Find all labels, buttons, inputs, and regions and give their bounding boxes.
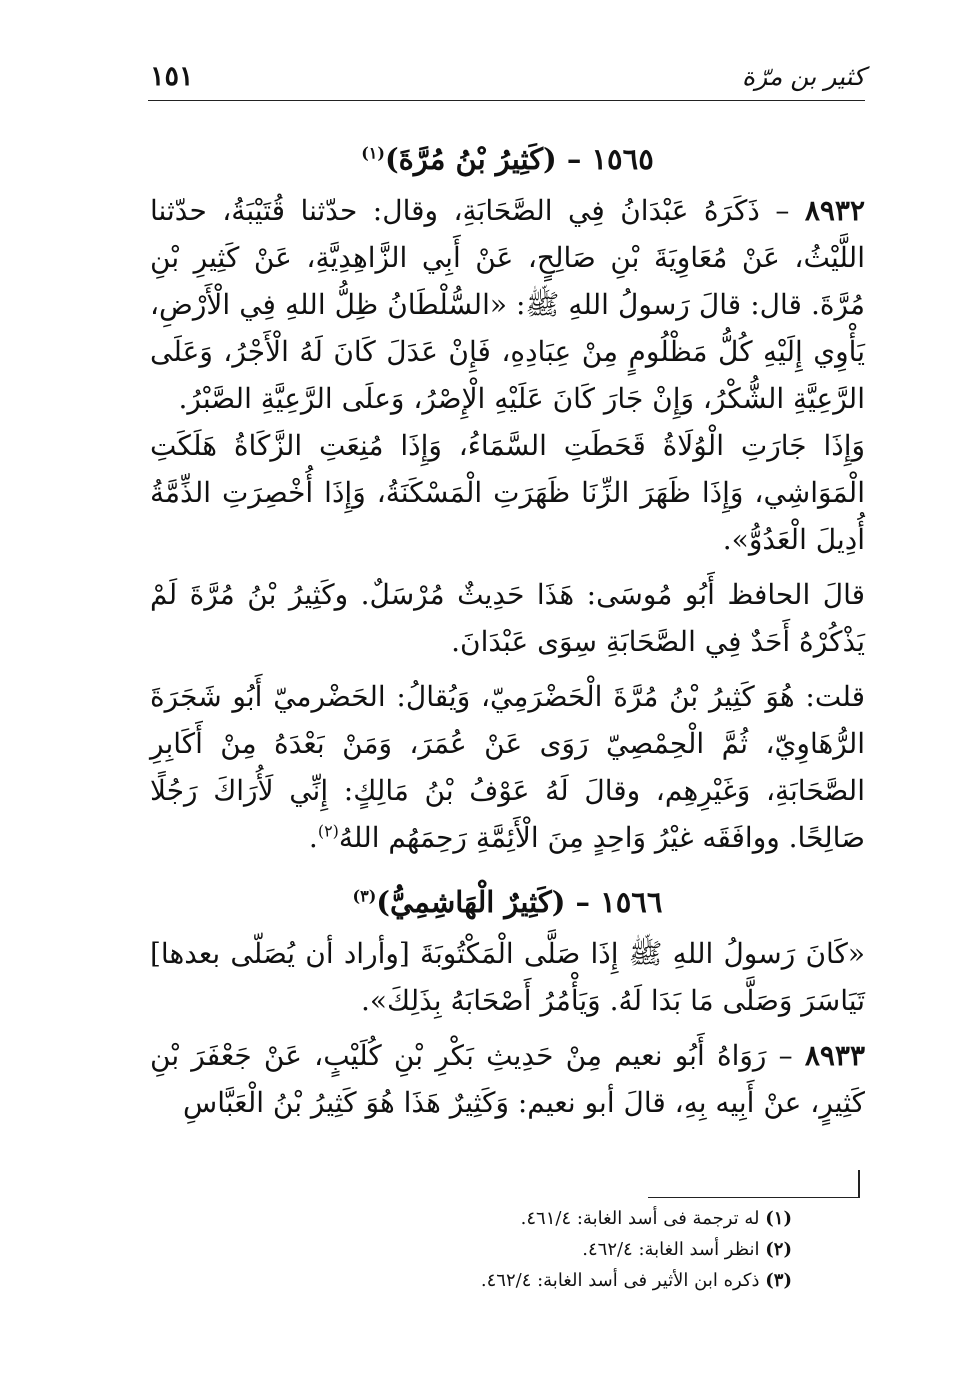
hadith-number: ٨٩٣٣ [804, 1039, 865, 1072]
paragraph-text: – رَوَاهُ أَبُو نعيم مِنْ حَدِيثِ بَكْرِ بْنِ كُلَيْبٍ، عَنْ جَعْفَرَ بْنِ كَثِيرٍ، عنْ أَبِيه بِهِ، قالَ أبو نعيم: وَكَثِيرٌ هَذَا هُوَ كَثِيرُ بْنُ الْعَبَّاسِ [150, 1039, 865, 1119]
footnote-2 [400, 1234, 792, 1265]
paragraph-text: – ذَكَرَهُ عَبْدَانُ فِي الصَّحَابَةِ، وقال: حدّثنا قُتَيْبَةُ، حدّثنا اللَّيْثُ، عَنْ مُعَاوِيَةَ بْنِ صَالِحٍ، عَنْ أَبِي الزَّاهِدِيَّةِ، عَنْ كَثِيرِ بْنِ مُرَّةَ. قال: قالَ رَسولُ اللهِ ﷺ: «السُّلْطَانُ ظِلُّ اللهِ فِي الْأَرْضِ، يَأْوِي إِلَيْهِ كُلُّ مَظْلُومٍ مِنْ عِبَادِهِ، فَإِنْ عَدَلَ كَانَ لَهُ الْأَجْرُ، وَعَلَى الرَّعِيَّةِ الشُّكْرُ، وَإِنْ جَارَ كَانَ عَلَيْهِ الْإِصْرُ، وَعلَى الرَّعِيَّةِ الصَّبْرُ. [150, 194, 865, 415]
footnote-rule-tick [858, 1170, 860, 1198]
running-title: كثير بن مرّة [742, 61, 865, 91]
page-header [150, 56, 865, 96]
paragraph-text: «كَانَ رَسولُ اللهِ ﷺ إِذَا صَلَّى الْمَكْتُوبَةَ [وأراد أن يُصَلّى بعدها] تَيَاسَرَ وَصَلَّى مَا بَدَا لَهُ. وَيَأْمُرُ أَصْحَابَهُ بِذَلِكَ». [150, 937, 865, 1017]
page-number: ١٥١ [150, 60, 194, 92]
footnote-number: (٢) [765, 1239, 792, 1260]
hadith-continuation [150, 422, 865, 563]
hadith-paragraph-8933 [150, 1032, 865, 1126]
commentary-paragraph [150, 571, 865, 665]
footnote-ref: (٢) [317, 821, 339, 841]
hadith-number: ٨٩٣٢ [804, 194, 865, 227]
footnote-number: (١) [765, 1208, 792, 1229]
note-paragraph: قلت: هُوَ كَثِيرُ بْنُ مُرَّةَ الْحَضْرَمِيّ، وَيُقالُ: الحَضْرميّ أَبُو شَجَرَةَ الرُّهَاوِيّ، ثُمَّ الْحِمْصِيّ رَوَى عَنْ عُمَرَ، وَمَنْ بَعْدَهُ مِنْ أَكَابِرِ الصَّحَابَةِ، وَغَيْرِهِم، وقالَ لَهُ عَوْفُ بْنُ مَالِكٍ: إِنِّي لَأُرَاكَ رَجُلًا صَالِحًا. ووافَقَه غيْرُ وَاحِدٍ مِنَ الْأَئِمَّةِ رَحِمَهُم اللهُ$^{(٢)}$. [150, 680, 865, 854]
footnotes [400, 1203, 792, 1296]
entry-title-1565 [150, 136, 865, 183]
page-body [150, 130, 865, 1126]
footnote-ref: (١) [361, 143, 385, 163]
entry-title-text: ١٥٦٥ – (كَثِيرُ بْنُ مُرَّةَ) [384, 142, 654, 176]
footnote-text: انظر أسد الغابة: ٤٦٢/٤. [582, 1239, 760, 1260]
paragraph-text: وَإِذَا جَارَتِ الْوُلَاةُ قَحَطَتِ السَّمَاءُ، وَإِذَا مُنِعَتِ الزَّكَاةُ هَلَكَتِ الْمَوَاشِي، وَإِذَا ظَهَرَ الزِّنَا ظَهَرَتِ الْمَسْكَنَةُ، وَإِذَا أُخْصِرَتِ الذِّمَّةُ أُدِيلَ الْعَدُوُّ». [150, 429, 865, 556]
footnote-1 [400, 1203, 792, 1234]
footnote-ref: (٣) [352, 886, 377, 906]
hadith-paragraph-8932 [150, 187, 865, 422]
footnote-text: ذكره ابن الأثير فى أسد الغابة: ٤٦٢/٤. [480, 1270, 760, 1291]
entry-title-1566 [150, 879, 865, 926]
footnote-number: (٣) [765, 1270, 792, 1291]
entry-title-text: ١٥٦٦ – (كَثِيرٌ الْهَاشِمِيُّ) [376, 885, 663, 919]
footnote-3 [400, 1265, 792, 1296]
paragraph-text: قالَ الحافظ أَبُو مُوسَى: هَذَا حَدِيثٌ مُرْسَلٌ. وكَثِيرُ بْنُ مُرَّةَ لَمْ يَذْكُرْهُ أَحَدٌ فِي الصَّحَابَةِ سِوَى عَبْدَانَ. [150, 578, 865, 658]
footnote-rule [648, 1197, 860, 1198]
hadith-text-paragraph [150, 930, 865, 1024]
paragraph-text: قلت: هُوَ كَثِيرُ بْنُ مُرَّةَ الْحَضْرَمِيّ، وَيُقالُ: الحَضْرميّ أَبُو شَجَرَةَ الرُّهَاوِيّ، ثُمَّ الْحِمْصِيّ رَوَى عَنْ عُمَرَ، وَمَنْ بَعْدَهُ مِنْ أَكَابِرِ الصَّحَابَةِ، وَغَيْرِهِم، وقالَ لَهُ عَوْفُ بْنُ مَالِكٍ: إِنِّي لَأُرَاكَ رَجُلًا صَالِحًا. ووافَقَه غيْرُ وَاحِدٍ مِنَ الْأَئِمَّةِ رَحِمَهُم اللهُ [150, 680, 865, 854]
footnote-text: له ترجمة فى أسد الغابة: ٤٦١/٤. [520, 1208, 760, 1229]
header-rule [148, 100, 865, 101]
